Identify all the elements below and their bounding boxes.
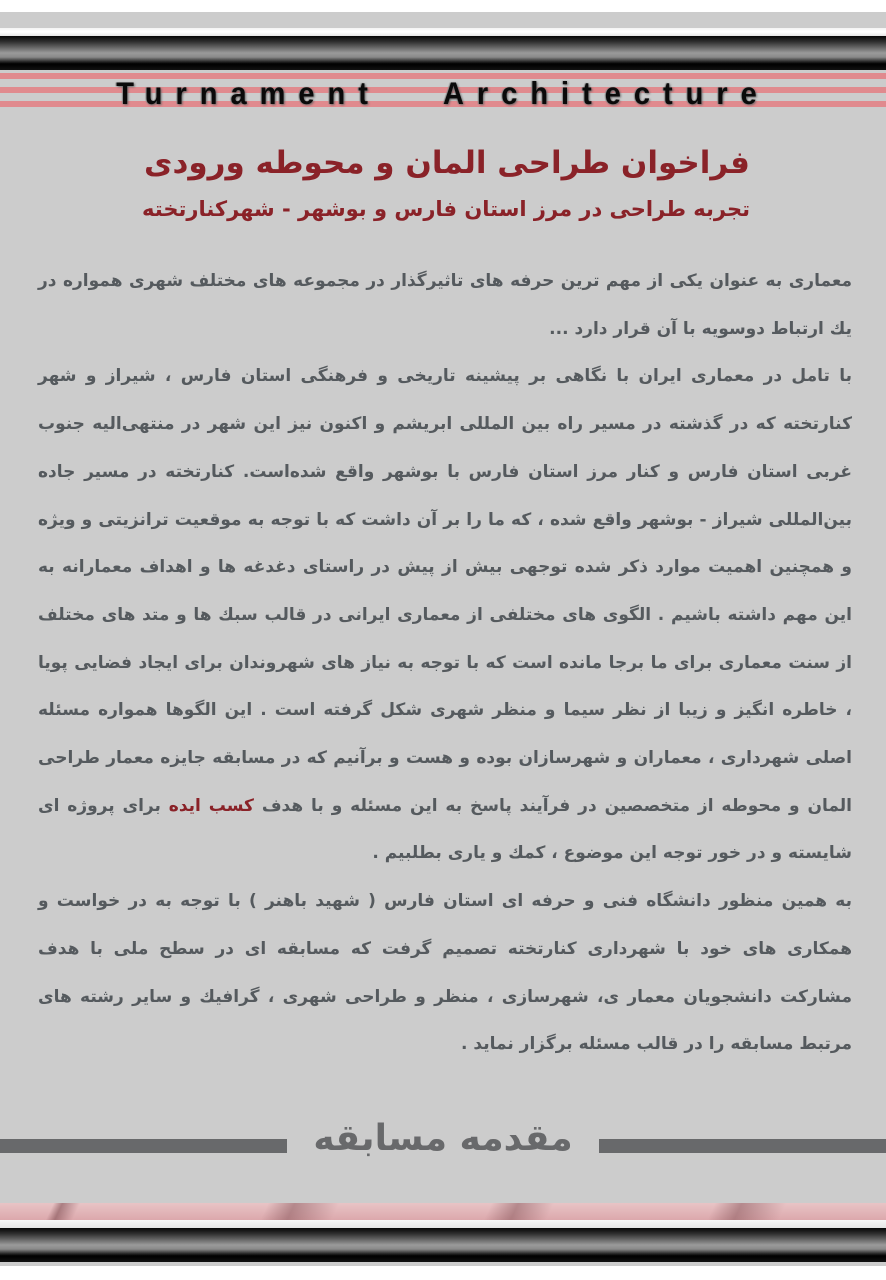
bottom-black-bar: [0, 1228, 886, 1262]
top-black-bar: [0, 36, 886, 70]
paragraph-context-end: برای پروژه ای شایسته و در خور توجه این موضوع ، کمك و یاری بطلبیم .: [38, 795, 852, 864]
body-text: [38, 258, 852, 1069]
page-title: فراخوان طراحی المان و محوطه ورودی: [144, 145, 750, 181]
top-white-line: [0, 28, 886, 36]
highlighted-phrase: کسب ایده: [168, 795, 254, 816]
bottom-white-line: [0, 1220, 886, 1228]
paragraph-context: [38, 353, 852, 878]
banner-title: Turnament Architecture: [116, 76, 770, 112]
section-divider-right: [599, 1139, 886, 1153]
section-divider-left: [0, 1139, 287, 1153]
paragraph-intro: معماری به عنوان یکی از مهم ترین حرفه های تاثیرگذار در مجموعه های مختلف شهری همواره در یك ارتباط دوسویه با آن قرار دارد ...: [38, 271, 852, 339]
section-title: مقدمه مسابقه: [313, 1118, 573, 1159]
paragraph-context-text: با تامل در معماری ایران با نگاهی بر پیشینه تاریخی و فرهنگی استان فارس ، شیراز و شهر کنارتخته که در گذشته در مسیر راه بین المللی ابریشم و اکنون نیز این شهر در منتهی‌الیه جنوب غربی استان فارس و کنار مرز استان فارس با بوشهر واقع شده‌است. کنارتخته در مسیر جاده بین‌المللی شیراز - بوشهر واقع شده ، که ما را بر آن داشت که با توجه به موقعیت ترانزیتی و ویژه و همچنین اهمیت موارد ذکر شده توجهی بیش از پیش در راستای دغدغه ها و اهداف معمارانه به این مهم داشته باشیم . الگوی های مختلفی از معماری ایرانی در قالب سبك ها و متد های مختلف از سنت معماری برای ما برجا مانده است که با توجه به نیاز های شهروندان برای ایجاد فضایی پویا ، خاطره انگیز و زیبا از نظر سیما و منظر شهری شکل گرفته است . این الگوها همواره مسئله اصلی شهرداری ، معماران و شهرسازان بوده و هست و برآنیم که در مسابقه جایزه معمار طراحی المان و محوطه از متخصصین در فرآیند پاسخ به این مسئله و با هدف: [38, 366, 852, 816]
bottom-decorative-band: [0, 1203, 886, 1220]
page-subtitle: تجربه طراحی در مرز استان فارس و بوشهر - شهرکنارتخته: [142, 197, 750, 221]
paragraph-organizer: به همین منظور دانشگاه فنی و حرفه ای استان فارس ( شهید باهنر ) با توجه به در خواست و همکاری های خود با شهرداری کنارتخته تصمیم گرفت که مسابقه ای در سطح ملی با هدف مشارکت دانشجویان معمار ی، شهرسازی ، منظر و طراحی شهری ، گرافیك و سایر رشته های مرتبط مسابقه را در قالب مسئله برگزار نماید .: [38, 891, 852, 1055]
